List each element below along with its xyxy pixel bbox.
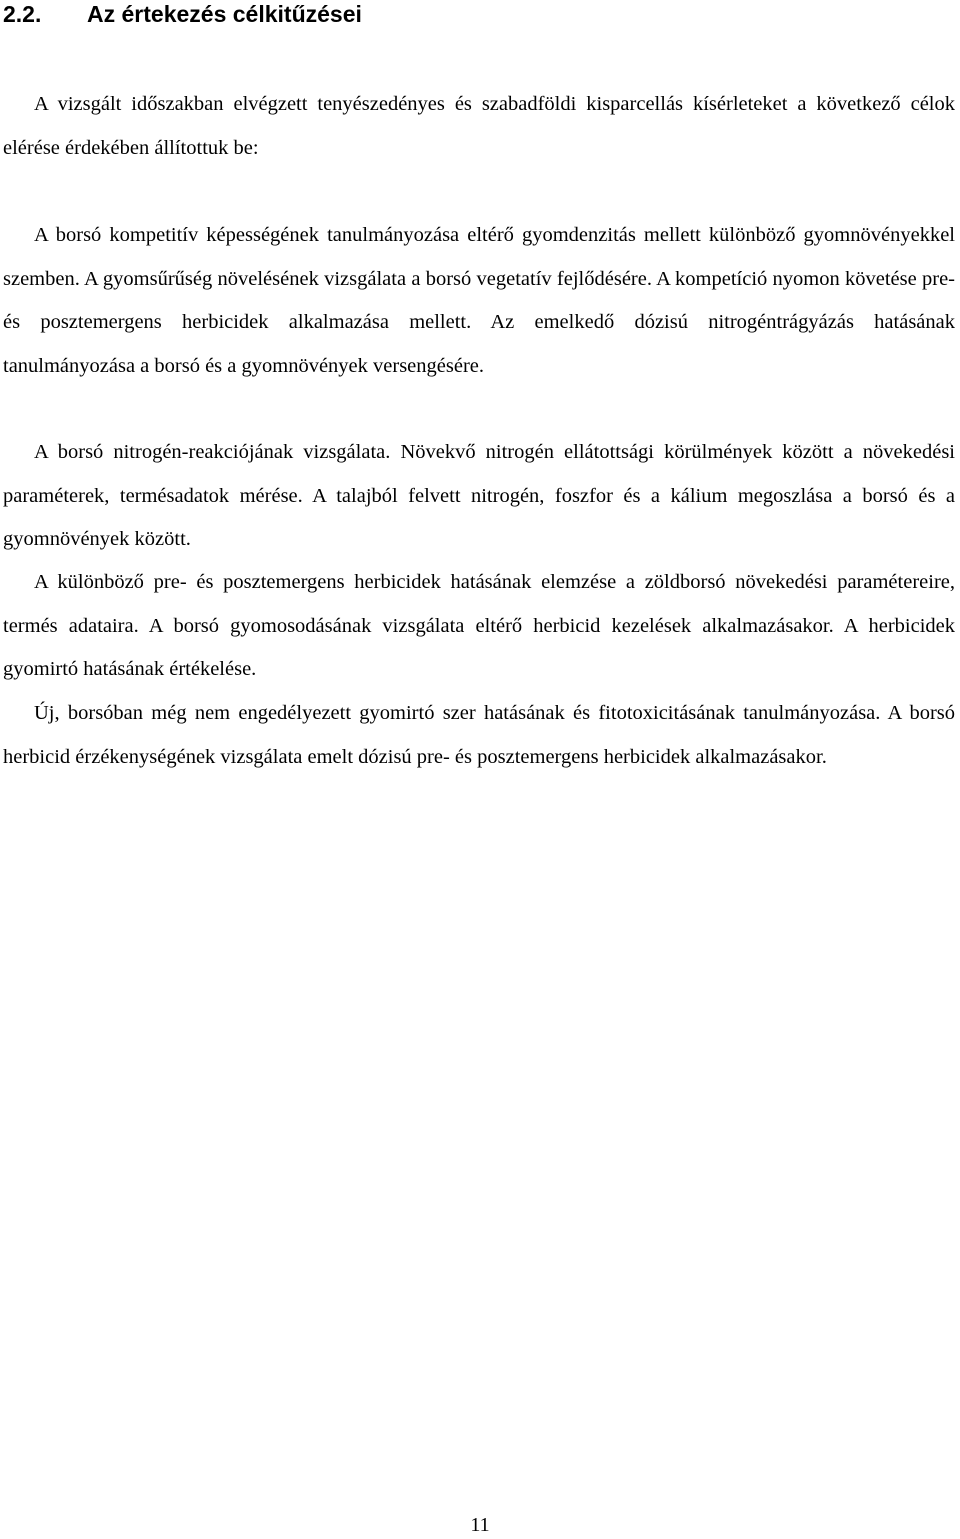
goal-paragraph-new-herbicide: Új, borsóban még nem engedélyezett gyomirtó szer hatásának és fitotoxicitásának tanulmányozása. A borsó herbicid érzékenységének vizsgálata emelt dózisú pre- és posztemergens herbicidek alkalmazásakor.	[3, 702, 955, 768]
section-heading	[3, 0, 362, 28]
goal-paragraph-nitrogen: A borsó nitrogén-reakciójának vizsgálata. Növekvő nitrogén ellátottsági körülmények között a növekedési paraméterek, termésadatok mérése. A talajból felvett nitrogén, foszfor és a kálium megoszlása a borsó és a gyomnövények között.	[3, 441, 955, 550]
goal-paragraph-competition: A borsó kompetitív képességének tanulmányozása eltérő gyomdenzitás mellett különböző gyomnövényekkel szemben. A gyomsűrűség növelésének vizsgálata a borsó vegetatív fejlődésére. A kompetíció nyomon követése pre- és posztemergens herbicidek alkalmazása mellett. Az emelkedő dózisú nitrogéntrágyázás hatásának tanulmányozása a borsó és a gyomnövények versengésére.	[3, 224, 955, 377]
intro-paragraph: A vizsgált időszakban elvégzett tenyészedényes és szabadföldi kisparcellás kísérleteket a következő célok elérése érdekében állítottuk be:	[3, 93, 955, 159]
page-number: 11	[470, 1514, 490, 1536]
goal-paragraph-herbicides: A különböző pre- és posztemergens herbicidek hatásának elemzése a zöldborsó növekedési paramétereire, termés adataira. A borsó gyomosodásának vizsgálata eltérő herbicid kezelések alkalmazásakor. A herbicidek gyomirtó hatásának értékelése.	[3, 571, 955, 680]
section-number: 2.2.	[3, 1, 42, 27]
section-title: Az értekezés célkitűzései	[87, 1, 362, 27]
